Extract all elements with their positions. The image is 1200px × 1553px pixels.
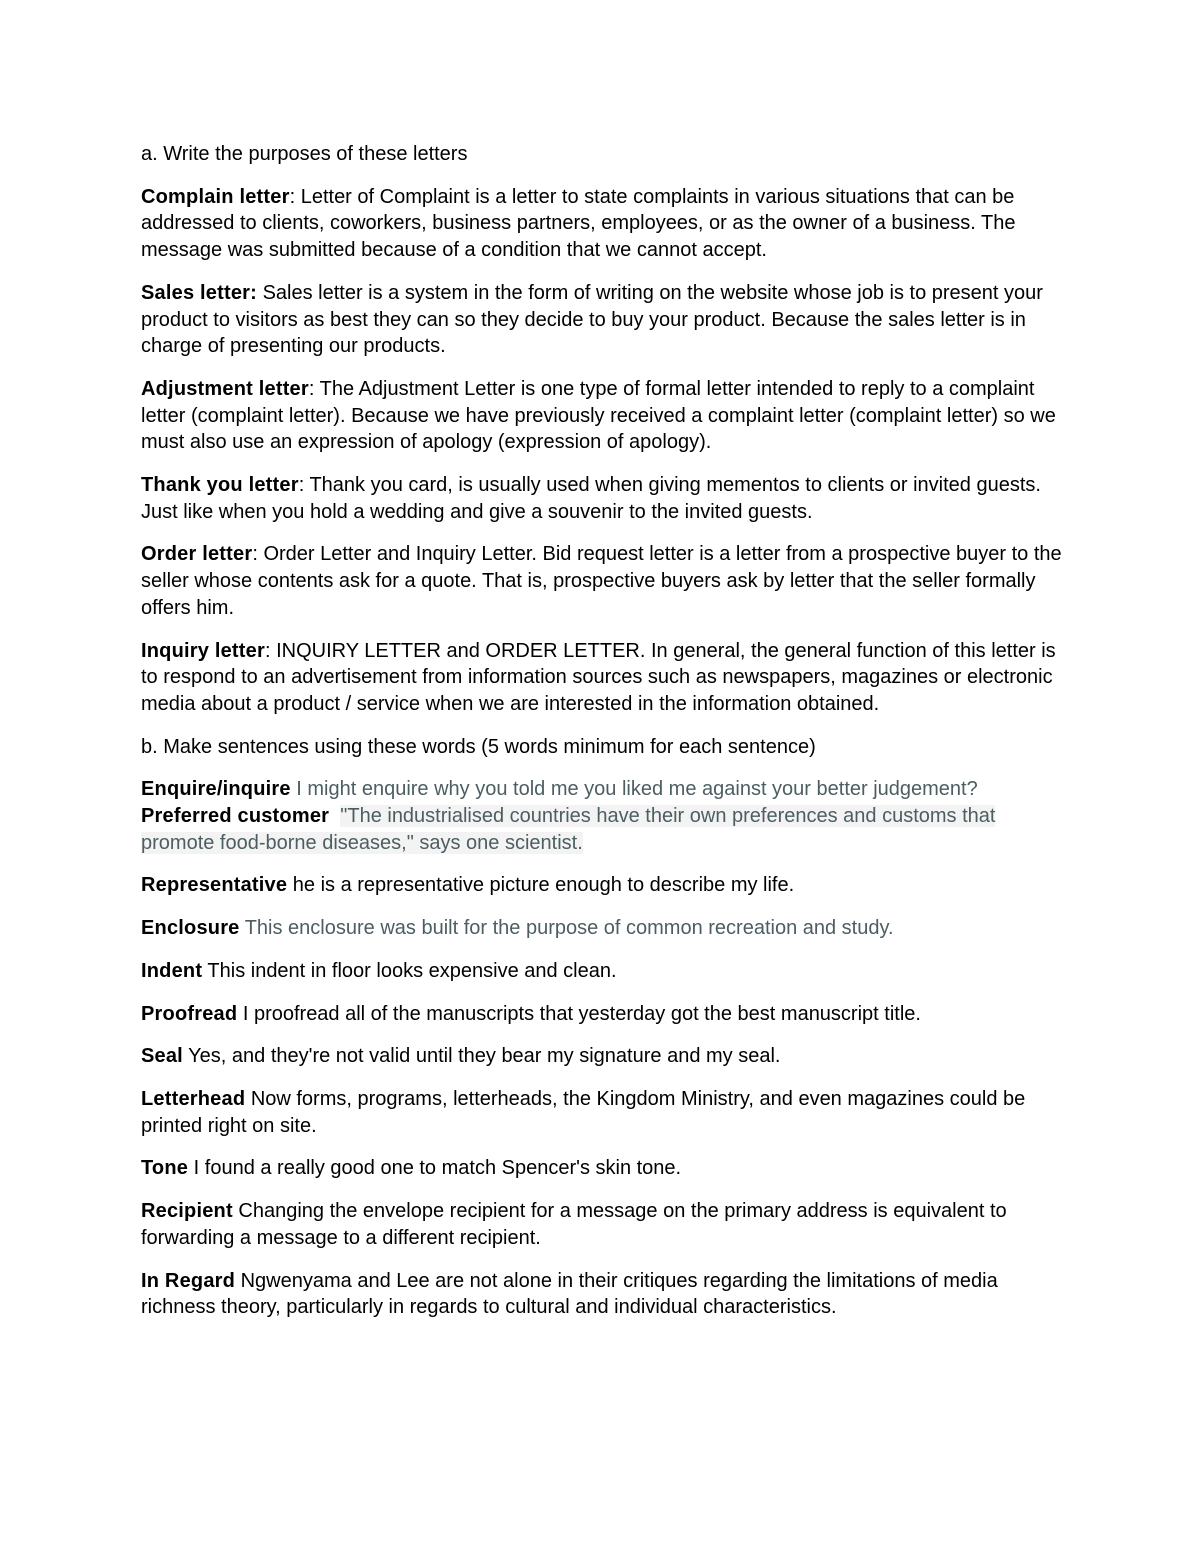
term-label: Sales letter: <box>141 281 257 304</box>
quote-text: "The industrialised countries have their own preferences and customs that promote food-borne diseases," <box>141 805 996 854</box>
sentence-text: I found a really good one to match Spencer's skin tone. <box>193 1157 682 1180</box>
term-label: Proofread <box>141 1002 238 1025</box>
sentence-proofread <box>141 1001 1063 1028</box>
term-separator: : <box>252 543 264 566</box>
sentence-seal <box>141 1043 1063 1070</box>
term-label: Enclosure <box>141 917 240 940</box>
definition-text: Letter of Complaint is a letter to state complaints in various situations that can be addressed to clients, coworkers, business partners, employees, or as the owner of a business. The message was submitted because of a condition that we cannot accept. <box>141 185 1016 262</box>
term-label: Thank you letter <box>141 474 299 497</box>
item-sales-letter <box>141 280 1063 360</box>
sentence-preferred-customer <box>141 803 1063 856</box>
sentence-tone <box>141 1155 1063 1182</box>
term-label: Representative <box>141 874 288 897</box>
term-separator: : <box>289 185 301 208</box>
definition-text: Thank you card, is usually used when giving mementos to clients or invited guests. Just like when you hold a wedding and give a souvenir to the invited guests. <box>141 474 1041 523</box>
definition-text: INQUIRY LETTER and ORDER LETTER. In general, the general function of this letter is to respond to an advertisement from information sources such as newspapers, magazines or electronic media about a product / service when we are interested in the information obtained. <box>141 639 1056 715</box>
term-separator: : <box>298 474 310 497</box>
sentence-recipient <box>141 1198 1063 1251</box>
sentence-enclosure <box>141 915 1063 942</box>
sentence-text: I proofread all of the manuscripts that yesterday got the best manuscript title. <box>242 1002 921 1025</box>
item-thank-you-letter <box>141 472 1063 525</box>
section-a-heading: a. Write the purposes of these letters <box>141 143 468 165</box>
term-label: Recipient <box>141 1200 233 1223</box>
sentence-in-regard <box>141 1268 1063 1321</box>
sentence-text: This indent in floor looks expensive and clean. <box>207 959 617 982</box>
item-complain-letter <box>141 184 1063 264</box>
sentence-text: Changing the envelope recipient for a message on the primary address is equivalent to forwarding a message to a different recipient. <box>141 1200 1007 1249</box>
document-page <box>141 141 1063 1337</box>
item-inquiry-letter <box>141 638 1063 718</box>
term-label: Indent <box>141 959 203 982</box>
sentence-enquire <box>141 776 1063 803</box>
sentence-text: Yes, and they're not valid until they bear my signature and my seal. <box>188 1045 781 1068</box>
definition-text: Sales letter is a system in the form of writing on the website whose job is to present your product to visitors as best they can so they decide to buy your product. Because the sales letter is in charge of presenting our products. <box>141 281 1043 358</box>
term-label: Complain letter <box>141 185 290 208</box>
sentence-text: he is a representative picture enough to describe my life. <box>292 874 795 897</box>
term-label: Tone <box>141 1157 189 1180</box>
term-label: Enquire/inquire <box>141 778 291 801</box>
term-separator: : <box>308 377 320 400</box>
definition-text: Order Letter and Inquiry Letter. Bid request letter is a letter from a prospective buyer to the seller whose contents ask for a quote. That is, prospective buyers ask by letter that the seller formally offers him. <box>141 543 1062 619</box>
term-label: Letterhead <box>141 1087 246 1110</box>
sentence-text: I might enquire why you told me you liked me against your better judgement? <box>296 778 978 801</box>
sentence-text: Ngwenyama and Lee are not alone in their critiques regarding the limitations of media richness theory, particularly in regards to cultural and individual characteristics. <box>141 1269 998 1319</box>
quote-tail: says one scientist. <box>413 831 583 854</box>
sentence-representative <box>141 872 1063 899</box>
term-separator: : <box>264 639 277 662</box>
sentence-indent <box>141 958 1063 985</box>
item-adjustment-letter <box>141 376 1063 456</box>
term-label: In Regard <box>141 1269 236 1292</box>
term-label: Adjustment letter <box>141 377 309 400</box>
item-order-letter <box>141 541 1063 621</box>
term-label: Inquiry letter <box>141 639 265 662</box>
sentence-text: Now forms, programs, letterheads, the Kingdom Ministry, and even magazines could be printed right on site. <box>141 1087 1026 1137</box>
sentence-letterhead <box>141 1086 1063 1139</box>
definition-text: The Adjustment Letter is one type of formal letter intended to reply to a complaint letter (complaint letter). Because we have previously received a complaint letter (complaint letter) so we must also use an expression of apology (expression of apology). <box>141 377 1056 454</box>
term-label: Order letter <box>141 543 253 566</box>
section-b-heading: b. Make sentences using these words (5 words minimum for each sentence) <box>141 735 816 758</box>
term-label: Preferred customer <box>141 805 330 828</box>
sentence-text: This enclosure was built for the purpose of common recreation and study. <box>244 917 894 940</box>
term-label: Seal <box>141 1045 183 1068</box>
